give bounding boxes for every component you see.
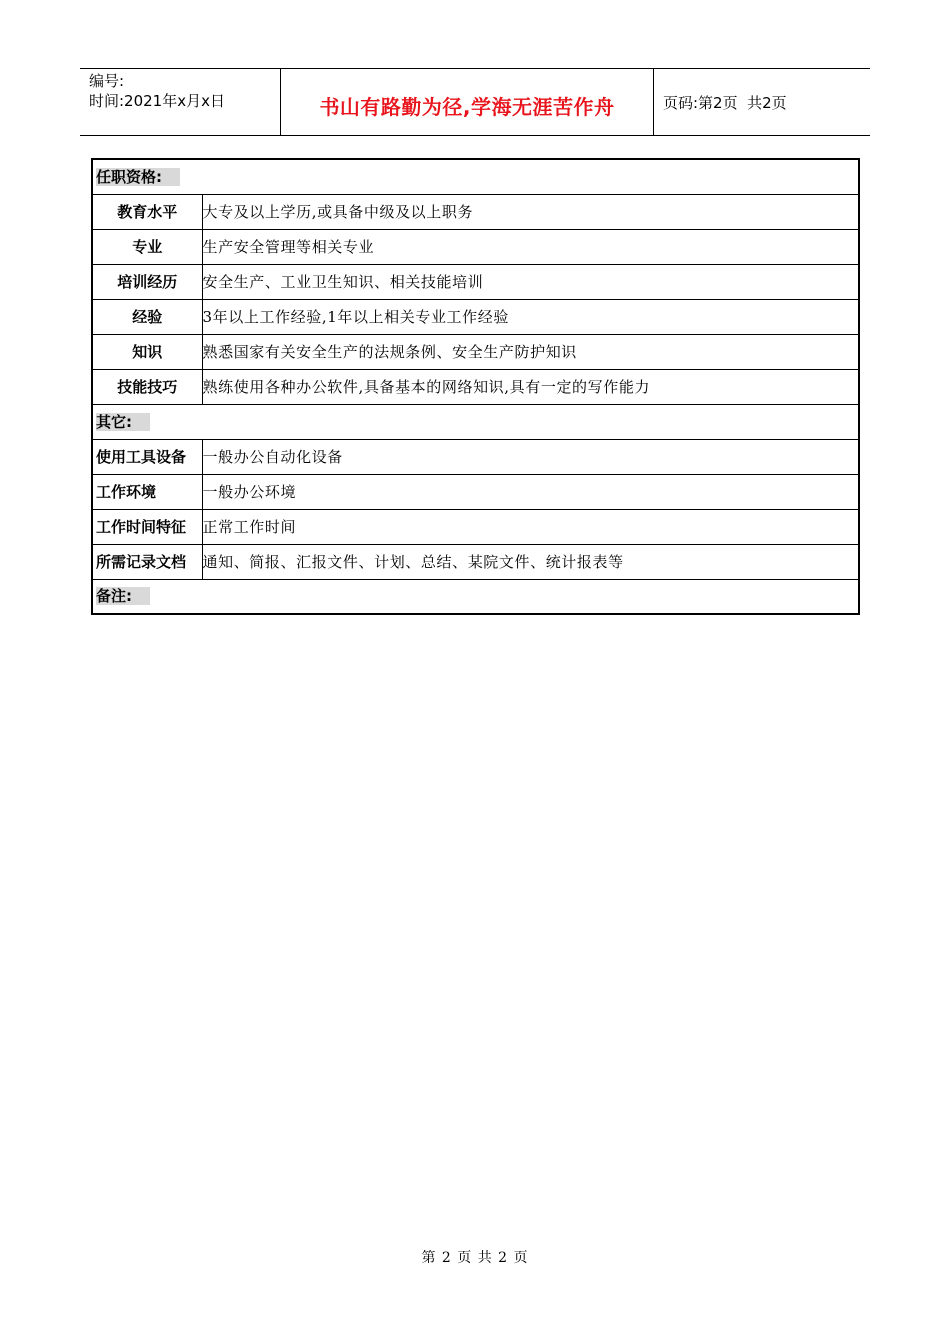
page-header [80, 68, 870, 136]
row-label: 所需记录文档 [92, 544, 202, 579]
header-page-cell [654, 69, 870, 135]
row-label: 使用工具设备 [92, 439, 202, 474]
row-label: 专业 [92, 229, 202, 264]
table-row [92, 194, 859, 229]
section-row-remarks [92, 579, 859, 614]
row-value: 生产安全管理等相关专业 [202, 229, 859, 264]
section-row-other [92, 404, 859, 439]
row-value: 3年以上工作经验,1年以上相关专业工作经验 [202, 299, 859, 334]
row-value: 一般办公自动化设备 [202, 439, 859, 474]
row-value: 安全生产、工业卫生知识、相关技能培训 [202, 264, 859, 299]
table-row [92, 509, 859, 544]
row-value: 熟练使用各种办公软件,具备基本的网络知识,具有一定的写作能力 [202, 369, 859, 404]
table-row [92, 474, 859, 509]
page-footer: 第 2 页 共 2 页 [421, 1250, 529, 1266]
row-value: 大专及以上学历,或具备中级及以上职务 [202, 194, 859, 229]
row-label: 培训经历 [92, 264, 202, 299]
table-row [92, 369, 859, 404]
row-label: 工作环境 [92, 474, 202, 509]
table-row [92, 264, 859, 299]
section-title-other: 其它: [96, 413, 150, 431]
document-date: 时间:2021年x月x日 [89, 92, 225, 110]
table-row [92, 299, 859, 334]
row-value: 一般办公环境 [202, 474, 859, 509]
row-label: 经验 [92, 299, 202, 334]
row-value: 熟悉国家有关安全生产的法规条例、安全生产防护知识 [202, 334, 859, 369]
table-row [92, 229, 859, 264]
row-label: 技能技巧 [92, 369, 202, 404]
row-label: 教育水平 [92, 194, 202, 229]
header-motto: 书山有路勤为径,学海无涯苦作舟 [319, 94, 615, 119]
section-row-qualifications [92, 159, 859, 194]
document-number-label: 编号: [89, 72, 125, 90]
row-value: 通知、简报、汇报文件、计划、总结、某院文件、统计报表等 [202, 544, 859, 579]
section-title-qualifications: 任职资格: [96, 168, 180, 186]
header-motto-cell [281, 69, 654, 135]
row-label: 知识 [92, 334, 202, 369]
header-meta [80, 69, 281, 135]
table-row [92, 439, 859, 474]
job-spec-table [91, 158, 860, 615]
row-value: 正常工作时间 [202, 509, 859, 544]
row-label: 工作时间特征 [92, 509, 202, 544]
header-page-info: 页码:第2页 共2页 [663, 93, 787, 112]
table-row [92, 544, 859, 579]
section-title-remarks: 备注: [96, 587, 150, 605]
table-row [92, 334, 859, 369]
